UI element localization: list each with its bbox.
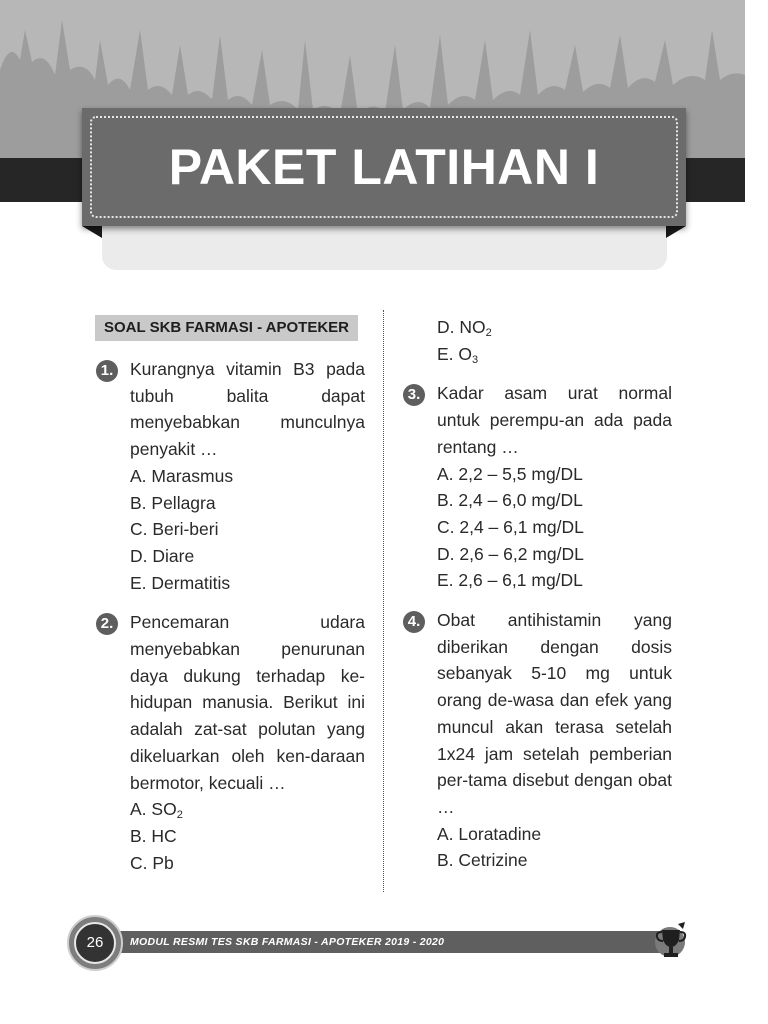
answer-option: A. 2,2 – 5,5 mg/DL [437,463,583,484]
answer-option: E. 2,6 – 6,1 mg/DL [437,570,583,591]
question-4 [403,607,672,874]
question-2-continued [403,314,672,367]
footer-text: MODUL RESMI TES SKB FARMASI - APOTEKER 2019 - 2020 [130,936,445,948]
page-number-badge [67,915,123,971]
answer-option: E. $O_3$ [437,343,479,366]
trophy-icon [652,920,692,962]
column-divider [383,310,384,892]
answer-option: B. Pellagra [130,492,216,513]
answer-option: C. 2,4 – 6,1 mg/DL [437,516,584,537]
page-number: 26 [74,922,116,964]
right-column [403,314,672,874]
question-text: Obat antihistamin yang diberikan dengan dosis sebanyak 5-10 mg untuk orang de-wasa dan efek yang muncul akan terasa setelah 1x24 jam setelah pemberian per-tama disebut dengan obat … [437,610,672,817]
answer-option: E. Dermatitis [130,572,231,593]
ribbon-fold-left [82,226,102,238]
answer-option: D. $NO_2$ [437,317,492,339]
footer-bar [100,931,680,953]
question-number-badge: 2. [96,613,118,635]
question-text: Pencemaran udara menyebabkan penurunan daya dukung terhadap ke-hidupan manusia. Berikut ini adalah zat-sat polutan yang dikeluarkan oleh ken-daraan bermotor, kecuali … [130,612,365,793]
answer-option: A. Marasmus [130,465,234,486]
question-number-badge: 1. [96,360,118,382]
question-number-badge: 4. [403,611,425,633]
ribbon-fold-right [666,226,686,238]
answer-option: C. Beri-beri [130,519,219,540]
title-banner [82,108,686,226]
section-label: SOAL SKB FARMASI - APOTEKER [95,315,358,341]
question-number-badge: 3. [403,384,425,406]
answer-option: A. $SO_2$ [130,799,183,822]
title-underlay [102,226,667,270]
answer-option: C. Pb [130,852,174,873]
page-title: PAKET LATIHAN I [168,139,600,195]
question-1 [96,356,365,596]
question-3 [403,380,672,594]
answer-option: B. HC [130,825,177,846]
answer-option: A. Loratadine [437,823,542,844]
answer-option: D. Diare [130,545,195,566]
answer-option: B. Cetrizine [437,850,528,871]
answer-option: B. 2,4 – 6,0 mg/DL [437,490,583,511]
answer-option: D. 2,6 – 6,2 mg/DL [437,543,584,564]
question-text: Kurangnya vitamin B3 pada tubuh balita dapat menyebabkan munculnya penyakit … [130,359,365,460]
question-2 [96,609,365,876]
left-column [96,356,365,876]
question-text: Kadar asam urat normal untuk perempu-an ada pada rentang … [437,383,672,457]
